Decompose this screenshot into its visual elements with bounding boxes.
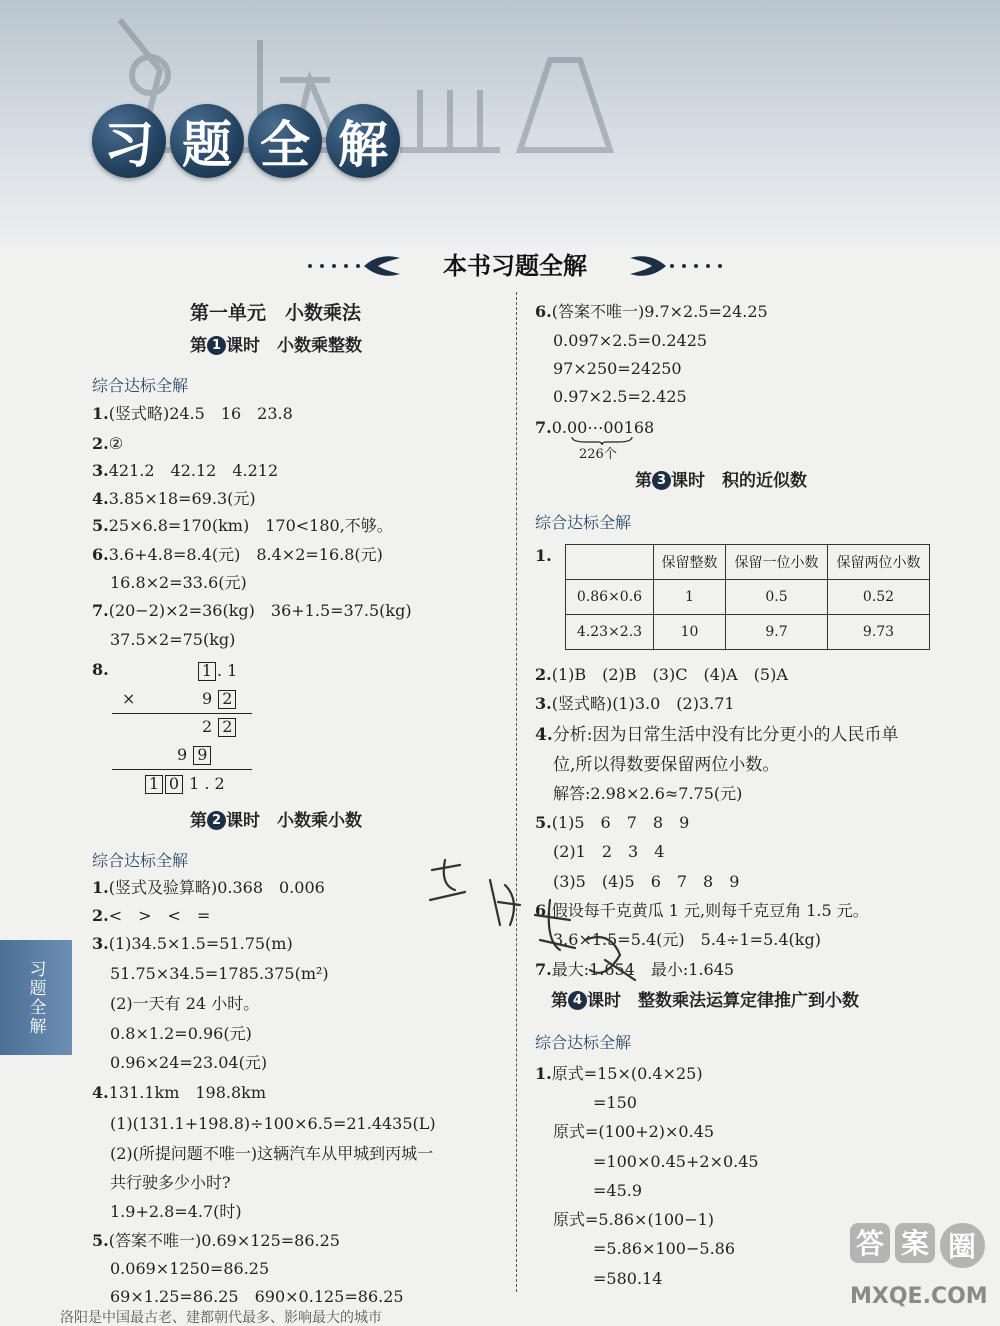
lesson-number-badge: 1 bbox=[207, 336, 226, 355]
answer-line: 0.97×2.5=2.425 bbox=[553, 387, 687, 406]
unit-title: 第一单元 小数乘法 bbox=[190, 302, 362, 324]
table-header-row bbox=[566, 545, 930, 580]
table-header: 保留两位小数 bbox=[828, 545, 930, 580]
watermark-char: 圈 bbox=[948, 1230, 977, 1263]
answer-line: 5.(答案不唯一)0.69×125=86.25 bbox=[92, 1231, 340, 1250]
answer-line: 3.6×1.5=5.4(元) 5.4÷1=5.4(kg) bbox=[553, 930, 821, 949]
answer-line: 2.② bbox=[92, 434, 124, 453]
answer-line: 5.(1)5 6 7 8 9 bbox=[535, 813, 690, 832]
answer-line: 2.< > < = bbox=[92, 906, 211, 925]
answer-line: 2.(1)B (2)B (3)C (4)A (5)A bbox=[535, 665, 788, 684]
lesson-number-badge: 2 bbox=[207, 811, 226, 830]
watermark-char: 答 bbox=[856, 1227, 885, 1260]
digit-box: 1 bbox=[145, 775, 163, 794]
rule-line bbox=[112, 713, 252, 714]
side-tab: 习题全解 bbox=[0, 940, 72, 1055]
title-char: 全 bbox=[248, 104, 322, 178]
answer-line: 6.假设每千克黄瓜 1 元,则每千克豆角 1.5 元。 bbox=[535, 901, 869, 920]
lesson-number-badge: 3 bbox=[652, 471, 671, 490]
answer-line: 位,所以得数要保留两位小数。 bbox=[553, 755, 780, 775]
answer-line: 4.3.85×18=69.3(元) bbox=[92, 489, 256, 508]
table-header: 保留整数 bbox=[654, 545, 726, 580]
title-char: 习 bbox=[92, 104, 166, 178]
answer-line: 7.最大:1.654 最小:1.645 bbox=[535, 960, 735, 979]
answer-line: 0.96×24=23.04(元) bbox=[110, 1053, 268, 1072]
lesson-1-title bbox=[190, 335, 362, 357]
table-cell: 4.23×2.3 bbox=[566, 615, 654, 650]
answer-line: 7.(20−2)×2=36(kg) 36+1.5=37.5(kg) bbox=[92, 601, 412, 620]
answer-line: 3.(1)34.5×1.5=51.75(m) bbox=[92, 934, 293, 953]
answer-line: 0.097×2.5=0.2425 bbox=[553, 331, 708, 350]
subsection-title: 综合达标全解 bbox=[535, 1033, 632, 1052]
table-cell: 0.5 bbox=[726, 580, 828, 615]
footer-text: 洛阳是中国最古老、建都朝代最多、影响最大的城市 bbox=[60, 1310, 382, 1326]
table-cell: 1 bbox=[654, 580, 726, 615]
table-cell: 9.73 bbox=[828, 615, 930, 650]
answer-line: 6.(答案不唯一)9.7×2.5=24.25 bbox=[535, 302, 768, 321]
table-row bbox=[566, 615, 930, 650]
answer-line: 5.25×6.8=170(km) 170<180,不够。 bbox=[92, 516, 393, 535]
answer-line: 原式=5.86×(100−1) bbox=[553, 1210, 715, 1229]
answer-line: 共行驶多少小时? bbox=[110, 1173, 231, 1192]
answer-line: 51.75×34.5=1785.375(m²) bbox=[110, 964, 329, 983]
answer-line: =45.9 bbox=[593, 1181, 643, 1200]
answer-line: 6.3.6+4.8=8.4(元) 8.4×2=16.8(元) bbox=[92, 545, 383, 564]
answer-line: 3.421.2 42.12 4.212 bbox=[92, 461, 279, 480]
answer-line: =5.86×100−5.86 bbox=[593, 1239, 736, 1258]
watermark-url: MXQE.COM bbox=[850, 1284, 988, 1309]
subsection-title: 综合达标全解 bbox=[92, 851, 189, 870]
answer-line: 解答:2.98×2.6≈7.75(元) bbox=[553, 784, 743, 803]
answer-line: 37.5×2=75(kg) bbox=[110, 630, 236, 649]
answer-line: (2)1 2 3 4 bbox=[553, 842, 665, 861]
table-cell bbox=[566, 545, 654, 580]
answer-line: =580.14 bbox=[593, 1269, 663, 1288]
lesson-prefix: 第 bbox=[190, 336, 207, 356]
answer-line: 1.9+2.8=4.7(时) bbox=[110, 1202, 242, 1221]
answer-line: =100×0.45+2×0.45 bbox=[593, 1152, 759, 1171]
title-char: 题 bbox=[170, 104, 244, 178]
answer-line: 97×250=24250 bbox=[553, 359, 682, 378]
answer-line: 0.069×1250=86.25 bbox=[110, 1259, 270, 1278]
handwriting-scribble bbox=[420, 830, 650, 1000]
digit-box: 1 bbox=[198, 662, 216, 681]
lesson-suffix: 课时 小数乘整数 bbox=[226, 336, 362, 356]
answer-line: 3.(竖式略)(1)3.0 (2)3.71 bbox=[535, 694, 735, 713]
column-divider bbox=[516, 292, 517, 1292]
question-number: 1. bbox=[535, 546, 552, 565]
answer-line: 16.8×2=33.6(元) bbox=[110, 573, 247, 592]
table-row bbox=[566, 580, 930, 615]
answer-line: (2)一天有 24 小时。 bbox=[110, 994, 260, 1013]
digit-box: 0 bbox=[165, 775, 183, 794]
digit-box: 2 bbox=[218, 690, 236, 709]
answer-line: 7.0.00⋯00168 bbox=[535, 418, 655, 437]
digit-box: 2 bbox=[218, 718, 236, 737]
table-cell: 0.52 bbox=[828, 580, 930, 615]
digit-box: 9 bbox=[193, 746, 211, 765]
times-sign: × bbox=[122, 689, 136, 708]
table-cell: 9.7 bbox=[726, 615, 828, 650]
approximation-table bbox=[565, 544, 930, 650]
title-char: 解 bbox=[326, 104, 400, 178]
lesson-3-title: 第 3 课时 积的近似数 bbox=[635, 471, 807, 491]
subsection-title: 综合达标全解 bbox=[535, 513, 632, 532]
subsection-title: 综合达标全解 bbox=[92, 376, 189, 395]
rule-line bbox=[112, 769, 252, 770]
lesson-4-title: 第 4 课时 整数乘法运算定律推广到小数 bbox=[551, 991, 859, 1011]
answer-line: 1.原式=15×(0.4×25) bbox=[535, 1064, 703, 1083]
underbrace-label: 226个 bbox=[579, 447, 617, 462]
lesson-number-badge: 4 bbox=[568, 991, 587, 1010]
answer-line: 69×1.25=86.25 690×0.125=86.25 bbox=[110, 1287, 404, 1306]
answer-line: 原式=(100+2)×0.45 bbox=[553, 1122, 715, 1141]
answer-line: (2)(所提问题不唯一)这辆汽车从甲城到丙城一 bbox=[110, 1144, 434, 1163]
question-number: 8. bbox=[92, 660, 109, 679]
section-banner bbox=[300, 248, 730, 284]
answer-line: 0.8×1.2=0.96(元) bbox=[110, 1024, 252, 1043]
answer-line: =150 bbox=[593, 1093, 637, 1112]
section-banner-title: 本书习题全解 bbox=[443, 252, 587, 280]
table-cell: 0.86×0.6 bbox=[566, 580, 654, 615]
table-cell: 10 bbox=[654, 615, 726, 650]
lesson-2-title: 第 2 课时 小数乘小数 bbox=[190, 811, 362, 831]
answer-line: (3)5 (4)5 6 7 8 9 bbox=[553, 872, 740, 891]
answer-line: (1)(131.1+198.8)÷100×6.5=21.4435(L) bbox=[110, 1114, 436, 1133]
table-header: 保留一位小数 bbox=[726, 545, 828, 580]
book-title bbox=[92, 104, 400, 178]
answer-line: 4.131.1km 198.8km bbox=[92, 1083, 267, 1102]
header-band bbox=[0, 0, 1000, 250]
watermark-char: 案 bbox=[901, 1227, 930, 1260]
answer-line: 4.分析:因为日常生活中没有比分更小的人民币单 bbox=[535, 725, 899, 745]
answer-line: 1.(竖式略)24.5 16 23.8 bbox=[92, 404, 293, 423]
answer-line: 1.(竖式及验算略)0.368 0.006 bbox=[92, 878, 325, 897]
